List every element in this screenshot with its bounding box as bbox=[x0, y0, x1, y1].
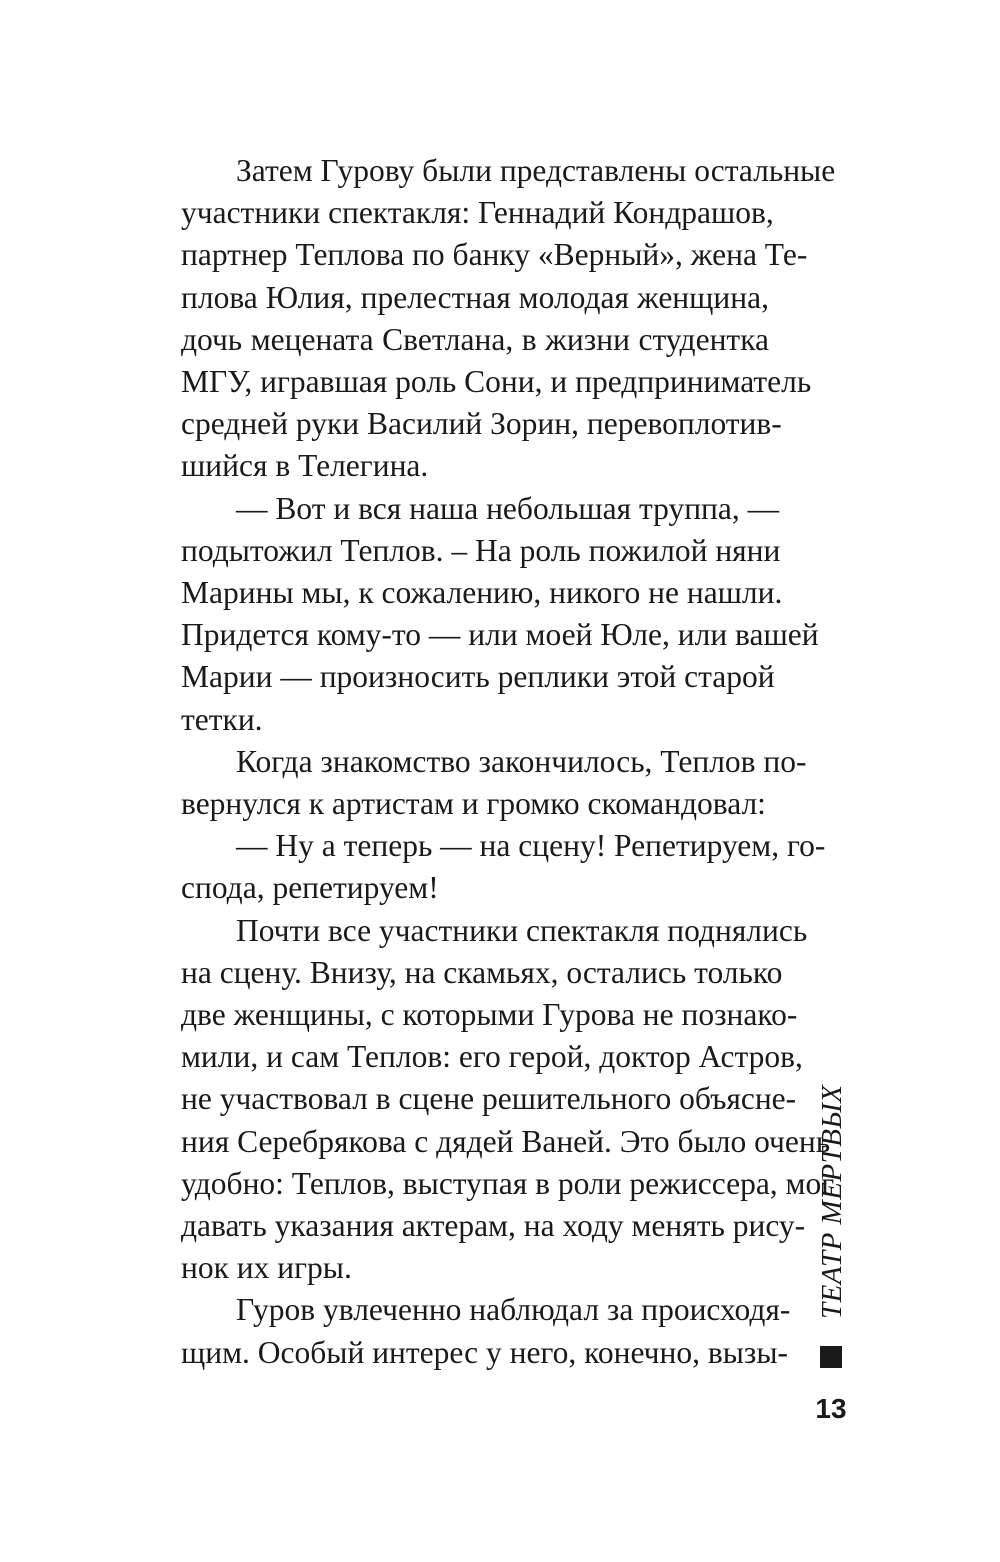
text-line: спода, репетируем! bbox=[181, 870, 439, 906]
text-line: вернулся к артистам и громко скомандовал: bbox=[181, 786, 766, 822]
text-line: Затем Гурову были представлены остальные bbox=[236, 153, 836, 188]
text-line: не участвовал в сцене решительного объясне- bbox=[181, 1081, 797, 1117]
text-line: щим. Особый интерес у него, конечно, вызы- bbox=[181, 1334, 788, 1370]
text-line: Гуров увлеченно наблюдал за происходя- bbox=[236, 1292, 791, 1328]
text-line: шийся в Телегина. bbox=[181, 448, 429, 484]
text-line: мили, и сам Теплов: его герой, доктор Астров, bbox=[181, 1039, 803, 1075]
text-line: плова Юлия, прелестная молодая женщина, bbox=[181, 279, 769, 315]
paragraph-1 bbox=[126, 150, 836, 488]
paragraph-4 bbox=[126, 825, 826, 909]
paragraph-2 bbox=[126, 488, 819, 741]
text-line: Придется кому-то — или моей Юле, или вашей bbox=[181, 617, 819, 653]
paragraph-3 bbox=[126, 741, 807, 825]
text-line: дочь мецената Светлана, в жизни студентка bbox=[181, 321, 769, 357]
square-marker-icon bbox=[820, 1346, 842, 1368]
text-line: тетки. bbox=[181, 701, 263, 737]
text-line: участники спектакля: Геннадий Кондрашов, bbox=[181, 195, 774, 231]
paragraph-6 bbox=[126, 1289, 791, 1373]
text-line: Когда знакомство закончилось, Теплов по- bbox=[236, 743, 807, 779]
page-number: 13 bbox=[815, 1393, 847, 1424]
text-line: удобно: Теплов, выступая в роли режиссера, мог bbox=[181, 1165, 835, 1201]
text-line: нок их игры. bbox=[181, 1250, 352, 1286]
text-line: Марии — произносить реплики этой старой bbox=[181, 659, 775, 695]
running-title: ТЕАТР МЕРТВЫХ bbox=[816, 1085, 848, 1320]
text-line: партнер Теплова по банку «Верный», жена Те- bbox=[181, 237, 808, 273]
text-line: Марины мы, к сожалению, никого не нашли. bbox=[181, 575, 783, 611]
text-line: — Ну а теперь — на сцену! Репетируем, го- bbox=[236, 828, 826, 864]
text-line: средней руки Василий Зорин, перевоплотив- bbox=[181, 406, 782, 442]
text-line: МГУ, игравшая роль Сони, и предприниматель bbox=[181, 364, 812, 400]
text-line: — Вот и вся наша небольшая труппа, — bbox=[236, 490, 780, 526]
text-line: на сцену. Внизу, на скамьях, остались только bbox=[181, 954, 783, 990]
text-line: давать указания актерам, на ходу менять рису- bbox=[181, 1208, 806, 1244]
text-line: Почти все участники спектакля поднялись bbox=[236, 912, 808, 948]
text-line: ния Серебрякова с дядей Ваней. Это было очень bbox=[181, 1123, 831, 1159]
text-line: две женщины, с которыми Гурова не познако- bbox=[181, 997, 798, 1033]
text-line: подытожил Теплов. – На роль пожилой няни bbox=[181, 532, 781, 568]
